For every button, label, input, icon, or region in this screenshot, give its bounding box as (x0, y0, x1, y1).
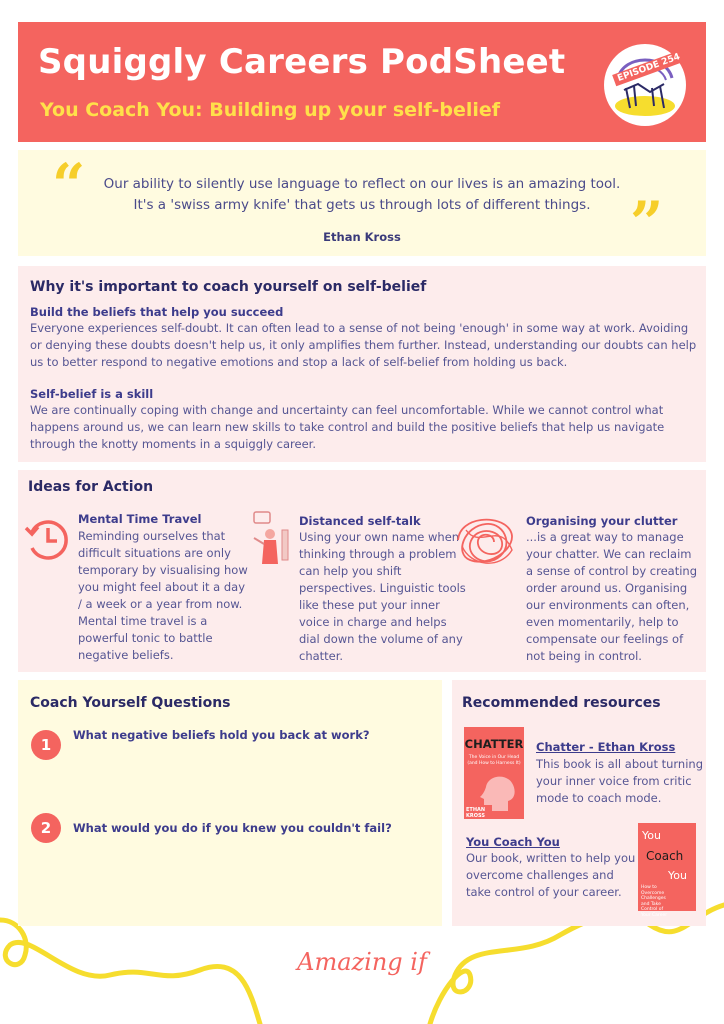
coach-questions-section (18, 680, 442, 926)
cover-word-3: You (668, 869, 687, 882)
you-coach-you-description: Our book, written to help you overcome challenges and take control of your career. (466, 851, 636, 899)
ideas-title: Ideas for Action (28, 479, 154, 495)
resources-section (452, 680, 706, 926)
ideas-section (18, 470, 706, 672)
why-sub1-text: Everyone experiences self-doubt. It can often lead to a sense of not being 'enough' in some way at work. Avoiding or denying these doubts doesn't help us, it only amplifies them further. Instead, understanding our doubts can help us to better respond to negative emotions and stop a lack of self-belief from holding us back. (30, 321, 697, 369)
page-subtitle: You Coach You: Building up your self-belief (40, 99, 501, 121)
idea-2-title: Distanced self-talk (299, 514, 421, 528)
you-coach-you-link[interactable]: You Coach You (466, 835, 560, 849)
chatter-cover-author: ETHAN KROSS (466, 807, 486, 819)
question-1-number: 1 (31, 730, 61, 760)
brand-logo: Amazing if (297, 948, 427, 976)
close-quote-icon: ” (630, 189, 664, 257)
question-2-text: What would you do if you knew you couldn't fail? (73, 821, 392, 835)
quote-author: Ethan Kross (323, 230, 401, 244)
you-coach-you-book-cover[interactable] (638, 823, 696, 918)
idea-2-text: Using your own name when thinking through a problem can help you shift perspectives. Linguistic tools like these put your inner voice in charge and helps dial down the volume of any chatter. (299, 530, 466, 663)
chatter-cover-sub: The Voice in Our Head (and How to Harness It) (467, 755, 521, 766)
question-1-text: What negative beliefs hold you back at work? (73, 728, 370, 742)
cover-word-1: You (642, 829, 661, 842)
idea-1-text: Reminding ourselves that difficult situations are only temporary by visualising how you might feel about it a day / a week or a year from now. Mental time travel is a powerful tonic to battle negative beliefs. (78, 529, 248, 662)
head-profile-icon (478, 771, 518, 811)
why-title: Why it's important to coach yourself on self-belief (30, 279, 427, 295)
chatter-book-cover[interactable] (464, 727, 524, 819)
quote-line-1: Our ability to silently use language to reflect on our lives is an amazing tool. (103, 176, 621, 192)
why-sub1-title: Build the beliefs that help you succeed (30, 305, 284, 319)
clock-icon (22, 514, 72, 564)
idea-3-text: ...is a great way to manage your chatter. We can reclaim a sense of control by creating order around us. Organising our environments can often, even momentarily, help to compensate our feelings of not being in control. (526, 530, 698, 663)
self-talk-icon (244, 510, 298, 566)
why-section (18, 266, 706, 462)
chatter-link[interactable]: Chatter - Ethan Kross (536, 740, 676, 754)
episode-label: EPISODE 254 (612, 50, 685, 87)
header-banner (18, 22, 706, 142)
chatter-cover-title: CHATTER (464, 737, 524, 751)
coach-title: Coach Yourself Questions (30, 695, 231, 711)
chatter-description: This book is all about turning your inner voice from critic mode to coach mode. (536, 757, 704, 805)
idea-1-title: Mental Time Travel (78, 512, 202, 526)
why-sub2-title: Self-belief is a skill (30, 387, 154, 401)
why-sub2-text: We are continually coping with change and uncertainty can feel uncomfortable. While we cannot control what happens around us, we can learn new skills to take control and build the positive beliefs that help us navigate through the knotty moments in a squiggly career. (30, 403, 665, 451)
page-title: Squiggly Careers PodSheet (38, 42, 566, 82)
open-quote-icon: “ (52, 151, 86, 219)
quote-box (18, 150, 706, 256)
cover-word-2: Coach (646, 849, 684, 863)
quote-text (88, 174, 636, 216)
quote-line-2: It's a 'swiss army knife' that gets us through lots of different things. (133, 197, 591, 213)
scribble-clutter-icon (450, 510, 522, 574)
episode-badge (604, 44, 686, 126)
resources-title: Recommended resources (462, 695, 661, 711)
cover-blurb: How to Overcome Challenges and Take Control of Your Career (641, 885, 668, 918)
question-2-number: 2 (31, 813, 61, 843)
idea-3-title: Organising your clutter (526, 514, 678, 528)
